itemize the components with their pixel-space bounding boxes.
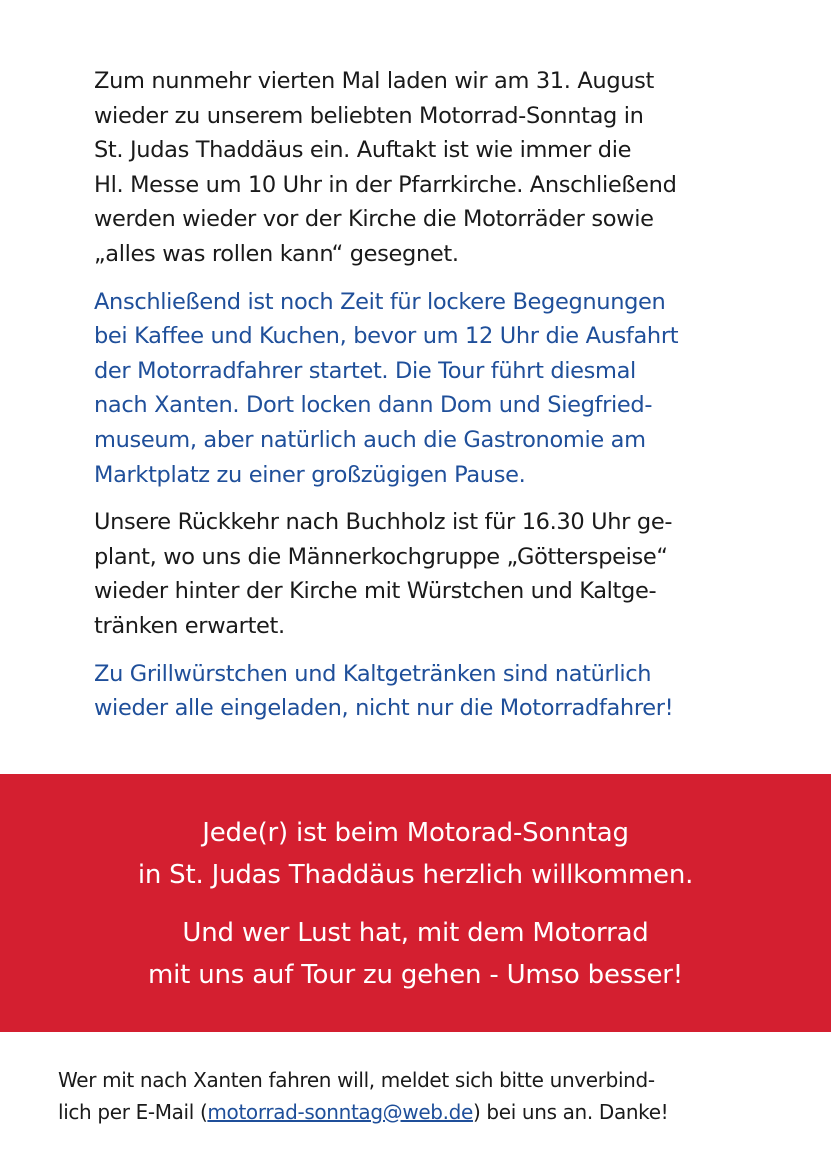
tour-line: Anschließend ist noch Zeit für lockere Begegnungen xyxy=(94,288,666,315)
intro-line: Zum nunmehr vierten Mal laden wir am 31. August xyxy=(94,68,655,94)
return-line: Unsere Rückkehr nach Buchholz ist für 16.30 Uhr ge- xyxy=(94,509,673,536)
tour-line: museum, aber natürlich auch die Gastronomie am xyxy=(94,426,646,453)
registration-line-email xyxy=(58,1096,778,1128)
return-paragraph xyxy=(94,505,754,643)
invite-line: Zu Grillwürstchen und Kaltgetränken sind natürlich xyxy=(94,660,652,687)
tour-line: nach Xanten. Dort locken dann Dom und Siegfried- xyxy=(94,392,653,419)
return-line: plant, wo uns die Männerkochgruppe „Götterspeise“ xyxy=(94,543,668,570)
intro-line: wieder zu unserem beliebten Motorrad-Sonntag in xyxy=(94,102,644,129)
welcome-message xyxy=(0,812,831,896)
tour-invitation-line: mit uns auf Tour zu gehen - Umso besser! xyxy=(148,960,683,990)
tour-invitation xyxy=(0,912,831,996)
email-link[interactable]: motorrad-sonntag@web.de xyxy=(207,1100,473,1124)
intro-line: „alles was rollen kann“ gesegnet. xyxy=(94,240,459,267)
welcome-line: Jede(r) ist beim Motorad-Sonntag xyxy=(202,818,629,848)
tour-line: bei Kaffee und Kuchen, bevor um 12 Uhr die Ausfahrt xyxy=(94,323,679,350)
tour-line: der Motorradfahrer startet. Die Tour führt diesmal xyxy=(94,357,636,384)
invite-line: wieder alle eingeladen, nicht nur die Motorradfahrer! xyxy=(94,695,674,722)
registration-note xyxy=(58,1064,778,1128)
tour-invitation-line: Und wer Lust hat, mit dem Motorrad xyxy=(182,918,649,948)
invite-paragraph xyxy=(94,657,754,726)
intro-line: Hl. Messe um 10 Uhr in der Pfarrkirche. Anschließend xyxy=(94,171,677,198)
registration-text-after: ) bei uns an. Danke! xyxy=(472,1100,669,1124)
intro-paragraph xyxy=(94,64,754,272)
main-content xyxy=(94,64,754,739)
tour-line: Marktplatz zu einer großzügigen Pause. xyxy=(94,461,526,488)
return-line: wieder hinter der Kirche mit Würstchen und Kaltge- xyxy=(94,578,657,605)
registration-text-before: lich per E-Mail ( xyxy=(58,1100,208,1124)
tour-paragraph xyxy=(94,285,754,493)
intro-line: St. Judas Thaddäus ein. Auftakt ist wie immer die xyxy=(94,137,632,164)
welcome-banner xyxy=(0,774,831,1032)
registration-line: Wer mit nach Xanten fahren will, meldet sich bitte unverbind- xyxy=(58,1068,655,1092)
welcome-line: in St. Judas Thaddäus herzlich willkommen. xyxy=(137,860,694,890)
return-line: tränken erwartet. xyxy=(94,612,285,639)
intro-line: werden wieder vor der Kirche die Motorräder sowie xyxy=(94,206,654,233)
